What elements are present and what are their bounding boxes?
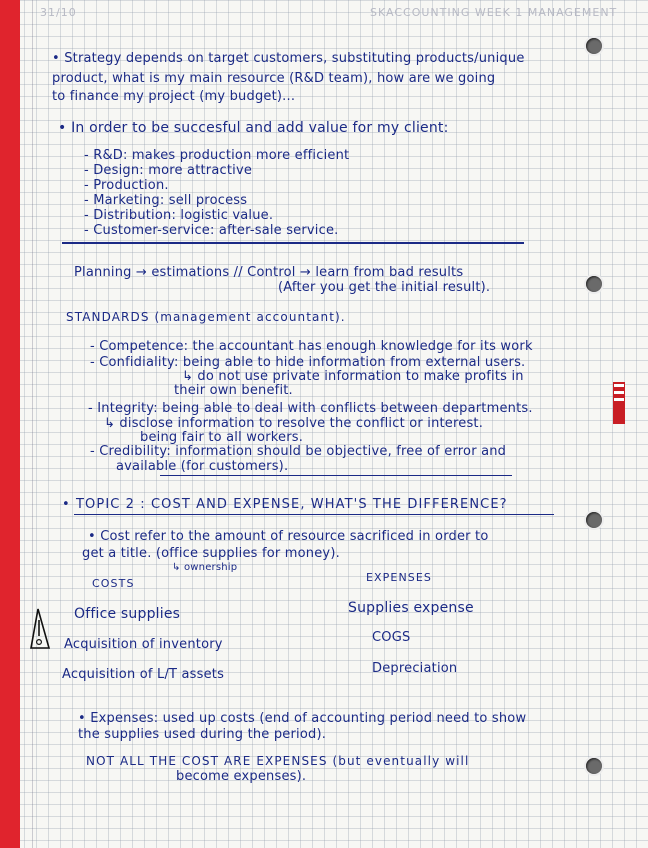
strategy-line-2: product, what is my main resource (R&D team), how are we going — [52, 71, 496, 86]
punch-hole-icon — [586, 512, 602, 528]
expenses-definition-line: the supplies used during the period). — [78, 727, 327, 742]
value-item: - Customer-service: after-sale service. — [84, 223, 339, 238]
topic2-title: • TOPIC 2 : COST AND EXPENSE, WHAT'S THE DIFFERENCE? — [62, 497, 508, 512]
cost-cell: Acquisition of inventory — [64, 637, 223, 652]
margin-line — [32, 0, 33, 848]
value-intro: • In order to be succesful and add value for my client: — [58, 120, 449, 136]
strategy-line-1: • Strategy depends on target customers, substituting products/unique — [52, 51, 525, 66]
value-item: - R&D: makes production more efficient — [84, 148, 350, 163]
standard-item: - Confidiality: being able to hide information from external users. — [90, 355, 526, 370]
standard-sub: their own benefit. — [174, 383, 293, 398]
expense-cell: COGS — [372, 630, 411, 645]
planning-line-2: (After you get the initial result). — [278, 280, 491, 295]
value-item: - Design: more attractive — [84, 163, 253, 178]
header-date: 31/10 — [40, 6, 77, 19]
value-item: - Production. — [84, 178, 169, 193]
warning-icon — [28, 606, 52, 650]
cost-cell: Office supplies — [74, 606, 181, 622]
cost-ownership-note: ↳ ownership — [172, 562, 238, 573]
conclusion-line-2: become expenses). — [176, 769, 307, 784]
conclusion-line-1: NOT ALL THE COST ARE EXPENSES (but eventually will — [86, 754, 470, 768]
header-subject: SKACCOUNTING WEEK 1 MANAGEMENT — [370, 6, 618, 19]
red-margin-bar — [0, 0, 20, 848]
standard-sub: being fair to all workers. — [140, 430, 304, 445]
value-item: - Distribution: logistic value. — [84, 208, 274, 223]
expense-cell: Depreciation — [372, 661, 458, 676]
standards-title: STANDARDS (management accountant). — [66, 310, 346, 324]
page-tab-marker — [613, 382, 625, 424]
cost-definition-line: get a title. (office supplies for money). — [82, 546, 340, 561]
standard-item: - Credibility: information should be objective, free of error and — [90, 444, 507, 459]
costs-header: COSTS — [92, 577, 135, 590]
cost-definition-line: • Cost refer to the amount of resource sacrificed in order to — [88, 529, 489, 544]
standard-item: - Integrity: being able to deal with conflicts between departments. — [88, 401, 533, 416]
cost-cell: Acquisition of L/T assets — [62, 667, 225, 682]
standard-sub: ↳ do not use private information to make profits in — [182, 369, 524, 384]
expenses-header: EXPENSES — [366, 571, 433, 584]
value-item: - Marketing: sell process — [84, 193, 248, 208]
punch-hole-icon — [586, 758, 602, 774]
standard-item: - Competence: the accountant has enough knowledge for its work — [90, 339, 533, 354]
section-divider — [62, 242, 524, 244]
punch-hole-icon — [586, 276, 602, 292]
expense-cell: Supplies expense — [348, 600, 474, 616]
strategy-line-3: to finance my project (my budget)... — [52, 89, 296, 104]
standard-sub: ↳ disclose information to resolve the conflict or interest. — [104, 416, 484, 431]
standard-sub: available (for customers). — [116, 459, 289, 474]
section-divider — [160, 475, 512, 476]
planning-line-1: Planning → estimations // Control → learn from bad results — [74, 265, 464, 280]
topic2-underline — [74, 514, 554, 515]
page-header — [40, 6, 640, 19]
expenses-definition-line: • Expenses: used up costs (end of accounting period need to show — [78, 711, 527, 726]
punch-hole-icon — [586, 38, 602, 54]
